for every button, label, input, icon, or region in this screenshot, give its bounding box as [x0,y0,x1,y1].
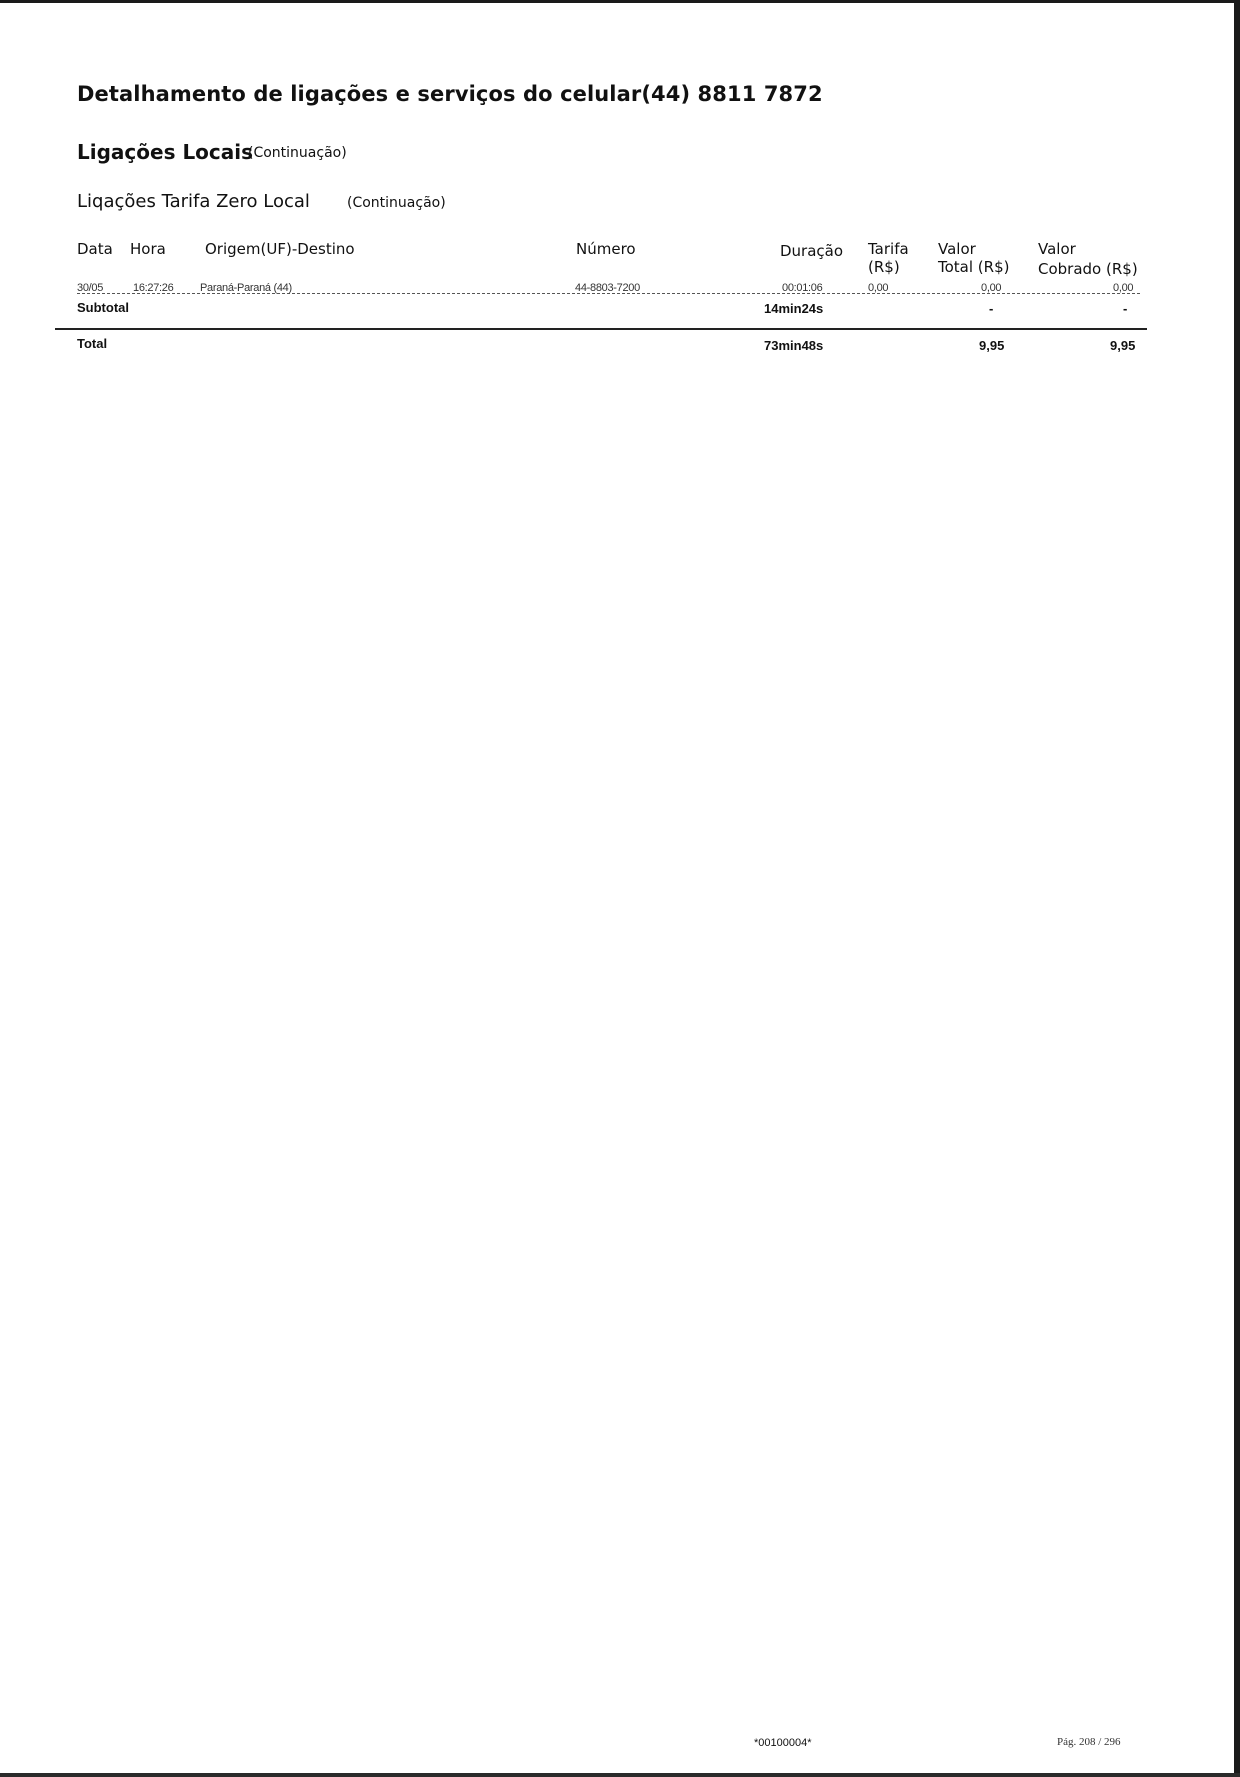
cell-data: 30/05 [77,282,104,294]
subtotal-valor-total: - [989,301,994,316]
cell-valor-total: 0,00 [981,282,1002,294]
scan-border-top [0,0,1240,3]
total-divider [55,328,1147,330]
cell-tarifa: 0,00 [868,282,889,294]
cell-numero: 44-8803-7200 [575,282,640,294]
subtotal-valor-cobrado: - [1123,301,1128,316]
subsection-continuation-note: (Continuação) [347,195,446,211]
header-tarifa-line2: (R$) [868,258,900,276]
header-hora: Hora [130,240,166,258]
footer-page-number: Pág. 208 / 296 [1057,1736,1121,1748]
header-data: Data [77,240,113,258]
section-title: Ligações Locais [77,140,254,164]
cell-valor-cobrado: 0,00 [1113,282,1134,294]
header-valor-cobrado-line1: Valor [1038,240,1076,258]
header-valor-total-line2: Total (R$) [938,258,1010,276]
total-valor-cobrado: 9,95 [1110,338,1136,353]
header-tarifa-line1: Tarifa [868,240,909,258]
header-valor-cobrado-line2: Cobrado (R$) [1038,260,1138,278]
subtotal-duracao: 14min24s [764,301,824,316]
scan-border-bottom [0,1773,1240,1777]
header-valor-cobrado [1038,240,1138,278]
cell-origem-destino: Paraná-Paraná (44) [200,282,292,294]
total-duracao: 73min48s [764,338,824,353]
scan-border-right [1234,0,1240,1777]
header-duracao: Duração [780,242,844,260]
subsection-title: Liqações Tarifa Zero Local [77,191,310,212]
header-origem-destino: Origem(UF)-Destino [205,240,355,258]
subtotal-label: Subtotal [77,300,129,315]
header-numero: Número [576,240,636,258]
cell-hora: 16:27:26 [133,282,174,294]
header-valor-total [938,240,1009,276]
page-title: Detalhamento de ligações e serviços do celular(44) 8811 7872 [77,82,823,106]
total-label: Total [77,336,108,351]
total-valor-total: 9,95 [979,338,1005,353]
footer-barcode-text: *00100004* [754,1737,812,1749]
header-valor-total-line1: Valor [938,240,976,258]
cell-duracao: 00:01:06 [782,282,823,294]
section-continuation-note: (Continuação) [248,145,347,161]
header-tarifa [868,240,909,276]
